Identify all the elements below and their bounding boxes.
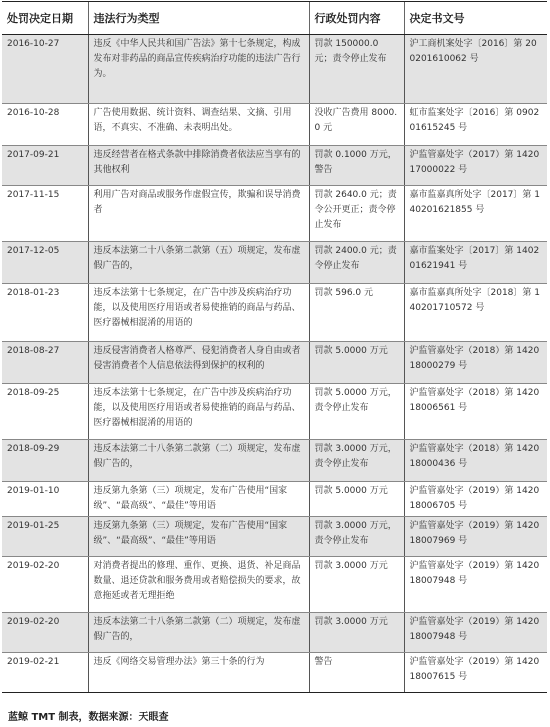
- cell-doc-no: 沪监管嘉处字（2017）第 142017000022 号: [404, 146, 547, 186]
- cell-doc-no: 沪监管嘉处字（2019）第 142018007615 号: [404, 653, 547, 693]
- cell-penalty: 罚款 596.0 元: [309, 284, 404, 342]
- cell-date: 2016-10-28: [2, 104, 88, 146]
- table-row: [2, 186, 547, 242]
- cell-doc-no: 沪监管嘉处字（2018）第 142018000279 号: [404, 342, 547, 384]
- penalty-table: [2, 1, 547, 693]
- cell-violation: 利用广告对商品或服务作虚假宣传，欺骗和误导消费者: [88, 186, 309, 242]
- cell-penalty: 罚款 5.0000 万元: [309, 482, 404, 517]
- source-note: 蓝鲸 TMT 制表，数据来源：天眼查: [8, 712, 169, 723]
- cell-penalty: 罚款 5.0000 万元，责令停止发布: [309, 384, 404, 440]
- cell-violation: 违反第九条第（三）项规定，发布广告使用“国家级”、“最高级”、“最佳”等用语: [88, 517, 309, 557]
- cell-date: 2018-09-25: [2, 384, 88, 440]
- cell-doc-no: 嘉市监嘉真所处字〔2018〕第 140201710572 号: [404, 284, 547, 342]
- cell-date: 2019-02-20: [2, 613, 88, 653]
- cell-doc-no: 嘉市监案处字〔2017〕第 140201621941 号: [404, 242, 547, 284]
- cell-violation: 违反本法第二十八条第二款第（二）项规定，发布虚假广告的，: [88, 613, 309, 653]
- cell-date: 2019-01-10: [2, 482, 88, 517]
- table-row: [2, 284, 547, 342]
- cell-violation: 违反《网络交易管理办法》第三十条的行为: [88, 653, 309, 693]
- table-row: [2, 653, 547, 693]
- cell-doc-no: 沪监管嘉处字（2018）第 142018000436 号: [404, 440, 547, 482]
- cell-penalty: 罚款 0.1000 万元，警告: [309, 146, 404, 186]
- cell-violation: 违反侵害消费者人格尊严、侵犯消费者人身自由或者侵害消费者个人信息依法得到保护的权利的: [88, 342, 309, 384]
- cell-violation: 违反本法第十七条规定，在广告中涉及疾病治疗功能，以及使用医疗用语或者易使推销的商品与药品、医疗器械相混淆的用语的: [88, 384, 309, 440]
- cell-penalty: 罚款 3.0000 万元，责令停止发布: [309, 517, 404, 557]
- cell-penalty: 罚款 3.0000 万元，责令停止发布: [309, 440, 404, 482]
- header-violation: 违法行为类型: [88, 2, 309, 35]
- cell-date: 2019-02-21: [2, 653, 88, 693]
- table-row: [2, 557, 547, 613]
- table-row: [2, 482, 547, 517]
- cell-date: 2017-11-15: [2, 186, 88, 242]
- cell-doc-no: 沪监管嘉处字（2019）第 142018007948 号: [404, 613, 547, 653]
- table-row: [2, 146, 547, 186]
- cell-doc-no: 虹市监案处字〔2016〕第 090201615245 号: [404, 104, 547, 146]
- cell-violation: 违反本法第二十八条第二款第（二）项规定，发布虚假广告的，: [88, 440, 309, 482]
- cell-violation: 违反经营者在格式条款中排除消费者依法应当享有的其他权利: [88, 146, 309, 186]
- cell-doc-no: 沪监管嘉处字（2019）第 142018006705 号: [404, 482, 547, 517]
- cell-violation: 对消费者提出的修理、重作、更换、退货、补足商品数量、退还贷款和服务费用或者赔偿损失的要求，故意拖延或者无理拒绝: [88, 557, 309, 613]
- cell-doc-no: 沪监管嘉处字（2019）第 142018007948 号: [404, 557, 547, 613]
- cell-doc-no: 嘉市监嘉真所处字〔2017〕第 140201621855 号: [404, 186, 547, 242]
- table-row: [2, 242, 547, 284]
- cell-date: 2019-02-20: [2, 557, 88, 613]
- cell-date: 2018-09-29: [2, 440, 88, 482]
- cell-date: 2018-08-27: [2, 342, 88, 384]
- cell-penalty: 罚款 3.0000 万元: [309, 557, 404, 613]
- cell-date: 2018-01-23: [2, 284, 88, 342]
- cell-date: 2017-12-05: [2, 242, 88, 284]
- cell-violation: 违反《中华人民共和国广告法》第十七条规定，构成发布对非药品的商品宣传疾病治疗功能的违法广告行为。: [88, 35, 309, 104]
- cell-penalty: 罚款 2640.0 元；责令公开更正；责令停止发布: [309, 186, 404, 242]
- header-row: [2, 2, 547, 35]
- cell-penalty: 罚款 5.0000 万元: [309, 342, 404, 384]
- cell-penalty: 罚款 150000.0 元；责令停止发布: [309, 35, 404, 104]
- header-doc-no: 决定书文号: [404, 2, 547, 35]
- table-row: [2, 517, 547, 557]
- cell-penalty: 罚款 3.0000 万元: [309, 613, 404, 653]
- cell-violation: 违反本法第十七条规定，在广告中涉及疾病治疗功能，以及使用医疗用语或者易使推销的商品与药品、医疗器械相混淆的用语的: [88, 284, 309, 342]
- cell-violation: 违反第九条第（三）项规定，发布广告使用“国家级”、“最高级”、“最佳”等用语: [88, 482, 309, 517]
- cell-penalty: 没收广告费用 8000.0 元: [309, 104, 404, 146]
- table-row: [2, 104, 547, 146]
- header-penalty: 行政处罚内容: [309, 2, 404, 35]
- cell-doc-no: 沪监管嘉处字（2018）第 142018006561 号: [404, 384, 547, 440]
- cell-date: 2019-01-25: [2, 517, 88, 557]
- table-row: [2, 613, 547, 653]
- cell-date: 2017-09-21: [2, 146, 88, 186]
- cell-doc-no: 沪工商机案处字〔2016〕第 200201610062 号: [404, 35, 547, 104]
- cell-penalty: 罚款 2400.0 元；责令停止发布: [309, 242, 404, 284]
- header-date: 处罚决定日期: [2, 2, 88, 35]
- cell-violation: 违反本法第二十八条第二款第（五）项规定，发布虚假广告的，: [88, 242, 309, 284]
- cell-violation: 广告使用数据、统计资料、调查结果、文摘、引用语，不真实、不准确、未表明出处。: [88, 104, 309, 146]
- table-header: [2, 2, 547, 35]
- cell-doc-no: 沪监管嘉处字（2019）第 142018007969 号: [404, 517, 547, 557]
- cell-date: 2016-10-27: [2, 35, 88, 104]
- table-body: [2, 35, 547, 693]
- cell-penalty: 警告: [309, 653, 404, 693]
- table-row: [2, 342, 547, 384]
- table-row: [2, 35, 547, 104]
- table-row: [2, 384, 547, 440]
- table-row: [2, 440, 547, 482]
